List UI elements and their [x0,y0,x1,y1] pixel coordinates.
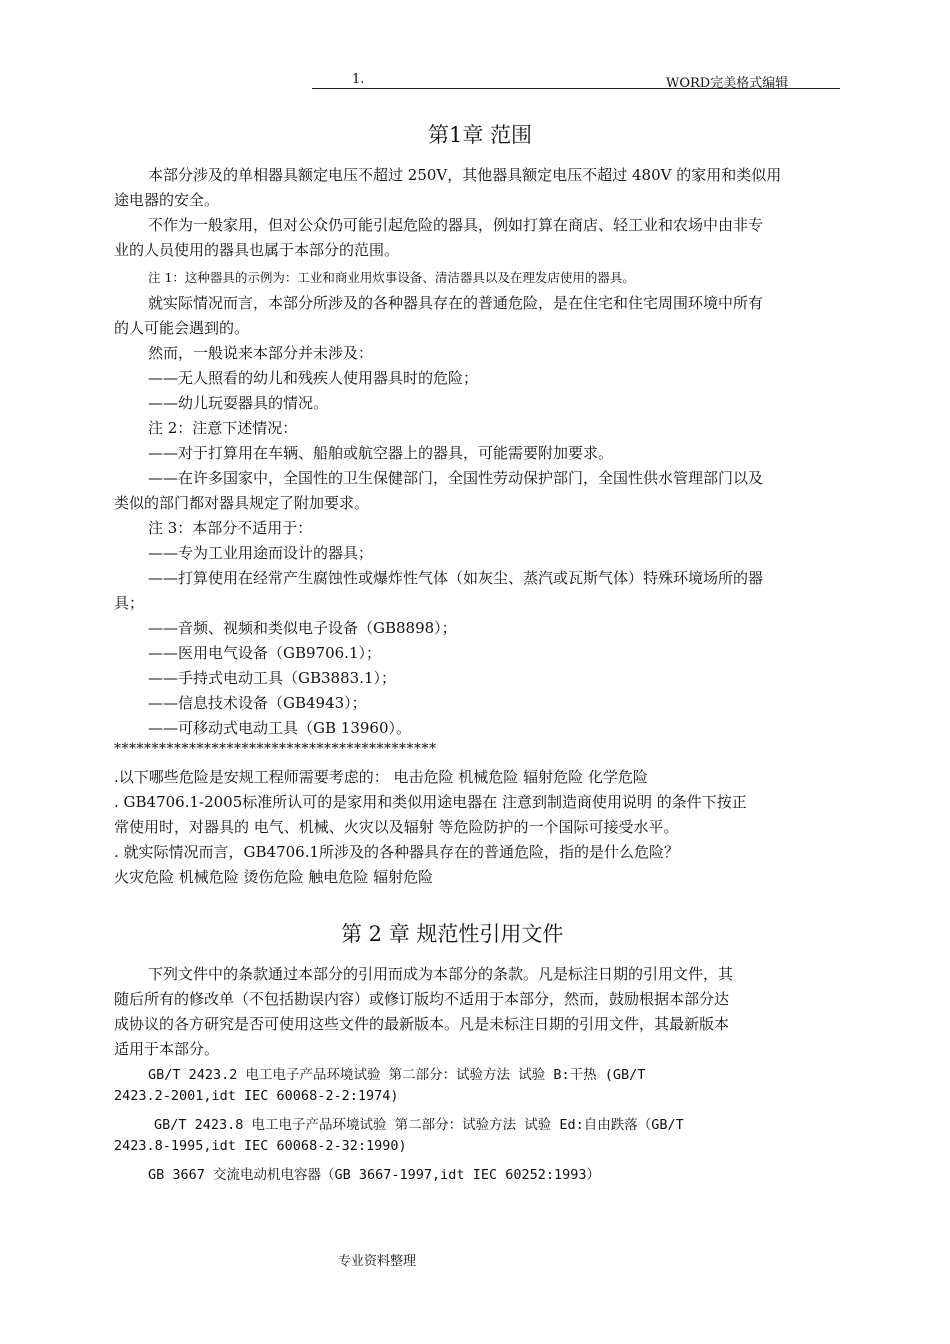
question-2-line1: . GB4706.1-2005标准所认可的是家用和类似用途电器在 注意到制造商使用说明 的条件下按正 [114,793,747,811]
ch1-note3: 注 3：本部分不适用于： [148,519,313,537]
footer-text: 专业资料整理 [338,1254,417,1269]
ch1-dash-item: ——在许多国家中，全国性的卫生保健部门，全国性劳动保护部门，全国性供水管理部门以及 [148,469,764,487]
page-number: 1. [352,72,365,87]
question-2-line2: 常使用时，对器具的 电气、机械、火灾以及辐射 等危险防护的一个国际可接受水平。 [114,818,679,836]
ch1-p3-line1: 就实际情况而言，本部分所涉及的各种器具存在的普通危险，是在住宅和住宅周围环境中所有 [148,294,764,312]
chapter1-title: 第1章 范围 [428,123,533,147]
ch2-p1-line1: 下列文件中的条款通过本部分的引用而成为本部分的条款。凡是标注日期的引用文件，其 [148,965,734,983]
ch1-p2-line1: 不作为一般家用，但对公众仍可能引起危险的器具，例如打算在商店、轻工业和农场中由非专 [148,216,764,234]
ref-gbt2423-8-line2: 2423.8-1995,idt IEC 60068-2-32:1990) [114,1138,407,1154]
ch1-dash-item: ——医用电气设备（GB9706.1）； [148,644,381,662]
ch2-p1-line4: 适用于本部分。 [114,1040,220,1058]
ref-gbt2423-8-line1: GB/T 2423.8 电工电子产品环境试验 第二部分：试验方法 试验 Ed:自由跌落（GB/T [154,1117,684,1133]
ch1-p3-line2: 的人可能会遇到的。 [114,319,250,337]
ch1-dash-item-cont: 类似的部门都对器具规定了附加要求。 [114,494,370,512]
ch1-dash-item: ——无人照看的幼儿和残疾人使用器具时的危险； [148,369,479,387]
doc-label: WORD完美格式编辑 [666,76,789,91]
header-rule [312,88,840,89]
ch2-p1-line2: 随后所有的修改单（不包括勘误内容）或修订版均不适用于本部分，然而，鼓励根据本部分达 [114,990,730,1008]
ch1-dash-item-cont: 具； [114,594,145,612]
ref-gb3667: GB 3667 交流电动机电容器（GB 3667-1997,idt IEC 60252:1993） [148,1167,600,1183]
asterisk-separator: ******************************************* [114,741,437,757]
ref-gbt2423-2-line2: 2423.2-2001,idt IEC 60068-2-2:1974) [114,1088,399,1104]
ch1-p1-line1: 本部分涉及的单相器具额定电压不超过 250V，其他器具额定电压不超过 480V 的家用和类似用 [148,166,782,184]
ch1-dash-item: ——手持式电动工具（GB3883.1）； [148,669,396,687]
ch1-p4: 然而，一般说来本部分并未涉及： [148,344,374,362]
ch2-p1-line3: 成协议的各方研究是否可使用这些文件的最新版本。凡是未标注日期的引用文件，其最新版本 [114,1015,730,1033]
ch1-note1: 注 1：这种器具的示例为：工业和商业用炊事设备、清洁器具以及在理发店使用的器具。 [148,270,635,285]
ch1-dash-item: ——音频、视频和类似电子设备（GB8898）； [148,619,457,637]
question-3: . 就实际情况而言，GB4706.1所涉及的各种器具存在的普通危险，指的是什么危险？ [114,843,680,861]
ch1-dash-item: ——信息技术设备（GB4943）； [148,694,367,712]
ch1-dash-item: ——可移动式电动工具（GB 13960）。 [148,719,411,737]
ch1-dash-item: ——打算使用在经常产生腐蚀性或爆炸性气体（如灰尘、蒸汽或瓦斯气体）特殊环境场所的器 [148,569,764,587]
question-1: .以下哪些危险是安规工程师需要考虑的： 电击危险 机械危险 辐射危险 化学危险 [114,768,648,786]
ch1-note2: 注 2：注意下述情况： [148,419,298,437]
chapter2-title: 第 2 章 规范性引用文件 [341,922,564,946]
ch1-dash-item: ——专为工业用途而设计的器具； [148,544,374,562]
ch1-dash-item: ——对于打算用在车辆、船舶或航空器上的器具，可能需要附加要求。 [148,444,614,462]
ch1-p1-line2: 途电器的安全。 [114,191,220,209]
question-3-answer: 火灾危险 机械危险 烫伤危险 触电危险 辐射危险 [114,868,434,886]
ch1-dash-item: ——幼儿玩耍器具的情况。 [148,394,329,412]
ref-gbt2423-2-line1: GB/T 2423.2 电工电子产品环境试验 第二部分：试验方法 试验 B:干热 (GB/T [148,1067,646,1083]
ch1-p2-line2: 业的人员使用的器具也属于本部分的范围。 [114,241,400,259]
